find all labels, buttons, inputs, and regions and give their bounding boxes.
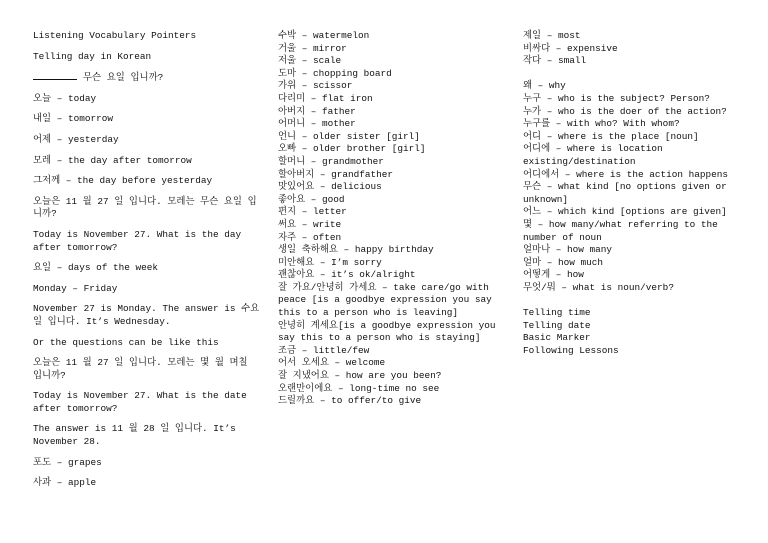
vocab-line: 안녕히 계세요[is a goodbye expression you say this to a person who is staying] — [278, 319, 496, 344]
vocab-line: 오늘은 11 월 27 일 입니다. 모레는 몇 월 며칠 입니까? — [33, 357, 248, 381]
column-3-group-1 — [523, 30, 738, 68]
vocab-line: 오빠 – older brother [girl] — [278, 143, 426, 155]
vocab-line: Telling time — [523, 307, 591, 319]
vocab-line: 무슨 – what kind [no options given or unknown] — [523, 181, 727, 205]
question-suffix: 무슨 요일 입니까? — [83, 72, 164, 84]
column-2 — [278, 30, 503, 408]
vocab-line: 좋아요 – good — [278, 193, 345, 205]
vocab-line: 어머니 – mother — [278, 118, 356, 130]
column-1 — [33, 30, 261, 498]
vocab-line: Or the questions can be like this — [33, 336, 219, 348]
vocab-line: 그저께 – the day before yesterday — [33, 175, 213, 187]
vocab-line: 어떻게 – how — [523, 269, 584, 281]
vocab-line: 할머니 – grandmother — [278, 155, 384, 167]
vocab-line: Telling date — [523, 319, 591, 331]
column-1-items — [33, 93, 261, 490]
vocab-line: 무엇/뭐 – what is noun/verb? — [523, 281, 674, 293]
vocab-line: Today is November 27. What is the day after tomorrow? — [33, 228, 242, 253]
vocab-line: 누구를 – with who? With whom? — [523, 118, 680, 130]
vocab-line: 괜찮아요 – it’s ok/alright — [278, 269, 416, 281]
vocab-line: 어디에서 – where is the action happens — [523, 168, 729, 180]
vocab-line: Today is November 27. What is the date after tomorrow? — [33, 390, 247, 414]
vocab-line: 언니 – older sister [girl] — [278, 130, 420, 142]
spacer — [523, 294, 738, 307]
vocab-line: 몇 – how many/what referring to the number of noun — [523, 218, 718, 243]
vocab-line: 모레 – the day after tomorrow — [33, 154, 192, 166]
vocab-line: 어제 – yesterday — [33, 133, 119, 145]
vocab-line: 생일 축하해요 – happy birthday — [278, 244, 434, 256]
vocab-line: 포도 – grapes — [33, 456, 102, 468]
vocab-line: 자주 – often — [278, 231, 342, 243]
vocab-line: 얼마 – how much — [523, 256, 603, 268]
section-subtitle: Telling day in Korean — [33, 50, 152, 62]
fill-in-question — [33, 71, 261, 85]
blank-underline — [33, 71, 77, 80]
vocab-line: 다리미 – flat iron — [278, 92, 373, 104]
vocab-line: 미안해요 – I’m sorry — [278, 256, 382, 268]
vocab-line: 비싸다 – expensive — [523, 42, 618, 54]
vocab-line: 가위 – scissor — [278, 80, 353, 92]
vocab-line: 내일 – tomorrow — [33, 113, 113, 125]
vocab-line: 오늘 – today — [33, 92, 97, 104]
column-3-group-3 — [523, 307, 738, 357]
vocab-line: 저울 – scale — [278, 55, 342, 67]
column-3-group-2 — [523, 80, 738, 294]
vocab-line: Following Lessons — [523, 344, 619, 356]
vocab-line: Basic Marker — [523, 332, 591, 344]
vocab-line: 요일 – days of the week — [33, 262, 159, 274]
document-title: Listening Vocabulary Pointers — [33, 30, 197, 41]
vocab-line: 오랜만이에요 – long-time no see — [278, 382, 440, 394]
vocab-line: 사과 – apple — [33, 477, 97, 489]
vocab-line: 할아버지 – grandfather — [278, 168, 393, 180]
vocab-line: 수박 – watermelon — [278, 30, 370, 41]
vocab-line: 아버지 – father — [278, 105, 356, 117]
vocab-line: 써요 – write — [278, 218, 342, 230]
vocab-line: Monday – Friday — [33, 282, 118, 294]
column-3 — [523, 30, 738, 357]
vocab-line: 맛있어요 – delicious — [278, 181, 382, 193]
vocab-line: 왜 – why — [523, 80, 566, 92]
vocab-line: 어서 오세요 – welcome — [278, 357, 386, 369]
vocab-line: 누구 – who is the subject? Person? — [523, 92, 710, 104]
vocab-line: 제일 – most — [523, 30, 581, 41]
vocab-line: November 27 is Monday. The answer is 수요일 입니다. It’s Wednesday. — [33, 303, 260, 327]
vocab-line: 거울 – mirror — [278, 42, 347, 54]
vocab-line: 조금 – little/few — [278, 344, 370, 356]
vocab-line: 편지 – letter — [278, 206, 347, 218]
vocab-line: 작다 – small — [523, 55, 587, 67]
vocab-line: 누가 – who is the doer of the action? — [523, 105, 727, 117]
vocab-line: 잘 지냈어요 – how are you been? — [278, 370, 442, 382]
vocab-line: 잘 가요/안녕히 가세요 – take care/go with peace [is a goodbye expression you say this to a person who is leaving] — [278, 281, 492, 319]
column-2-items — [278, 30, 503, 408]
vocab-line: 어디 – where is the place [noun] — [523, 130, 699, 142]
vocab-line: 드릴까요 – to offer/to give — [278, 395, 422, 407]
vocab-line: 어디에 – where is location existing/destination — [523, 143, 663, 167]
spacer — [523, 68, 738, 81]
vocab-line: The answer is 11 월 28 일 입니다. It’s November 28. — [33, 423, 236, 448]
vocab-line: 오늘은 11 월 27 일 입니다. 모레는 무슨 요일 입니까? — [33, 195, 257, 220]
vocab-line: 얼마나 – how many — [523, 244, 613, 256]
vocab-line: 어느 – which kind [options are given] — [523, 206, 727, 218]
vocab-line: 도마 – chopping board — [278, 67, 392, 79]
